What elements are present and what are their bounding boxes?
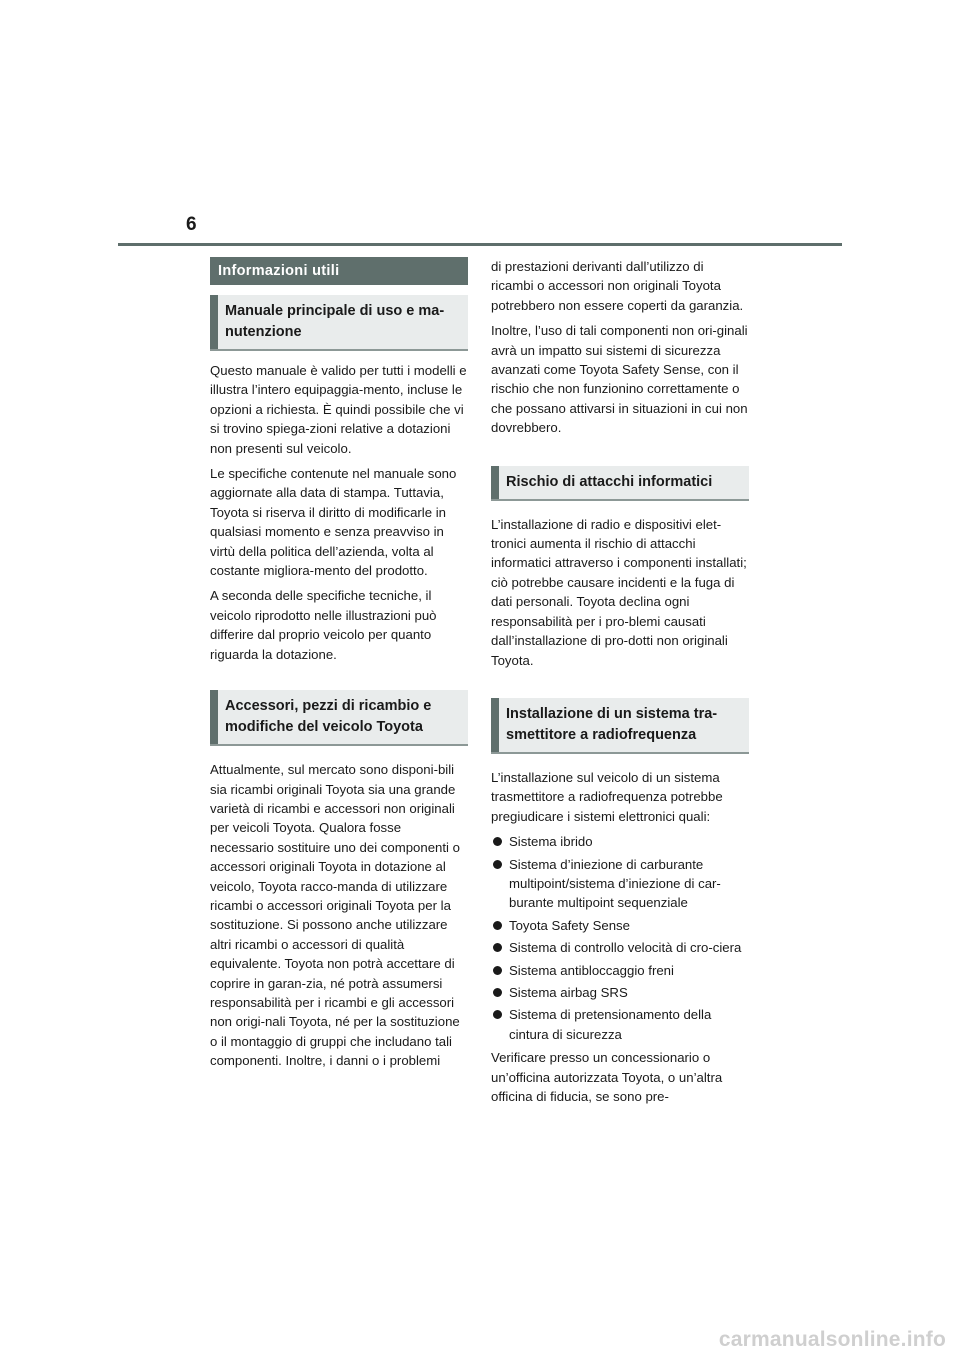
subsection-heading-radio — [491, 698, 749, 754]
subsection-heading-manual — [210, 295, 468, 351]
list-item-text: Sistema antibloccaggio freni — [509, 962, 674, 978]
list-item — [491, 832, 749, 851]
paragraph: Le specifiche contenute nel manuale sono aggiornate alla data di stampa. Tuttavia, Toyota si riserva il diritto di modificarle in qualsiasi momento e senza preavviso in virtù della politica dell’azienda, volta al costante migliora-mento del prodotto. — [210, 466, 457, 579]
bullet-icon — [493, 966, 502, 975]
list-item-text: Sistema ibrido — [509, 834, 593, 850]
paragraph: di prestazioni derivanti dall’utilizzo di ricambi o accessori non originali Toyota potrebbero non essere coperti da garanzia. — [491, 259, 744, 313]
header-rule — [118, 243, 842, 246]
page-number: 6 — [186, 214, 197, 235]
bullet-icon — [493, 1010, 502, 1019]
paragraph: L’installazione di radio e dispositivi elet-tronici aumenta il rischio di attacchi informatici attraverso i componenti installati; ciò potrebbe causare incidenti e la fuga di dati personali. Toyota declina ogni responsabilità per i pro-blemi causati dall’installazione di pro-dotti non originali Toyota. — [491, 516, 747, 668]
paragraph: A seconda delle specifiche tecniche, il veicolo riprodotto nelle illustrazioni può differire dal proprio veicolo per quanto riguarda la dotazione. — [210, 588, 437, 662]
bullet-list — [491, 832, 749, 1044]
heading-accent-bar — [491, 466, 499, 499]
bullet-icon — [493, 943, 502, 952]
subsection-title: Installazione di un sistema tra-smettitore a radiofrequenza — [506, 705, 718, 743]
paragraph: Verificare presso un concessionario o un’officina autorizzata Toyota, o un’altra officina di fiducia, se sono pre- — [491, 1050, 723, 1104]
subsection-heading-cyber — [491, 466, 749, 501]
paragraph: L’installazione sul veicolo di un sistema trasmettitore a radiofrequenza potrebbe pregiudicare i sistemi elettronici quali: — [491, 769, 723, 824]
bullet-icon — [493, 837, 502, 846]
bullet-icon — [493, 921, 502, 930]
heading-accent-bar — [210, 690, 218, 744]
paragraph: Questo manuale è valido per tutti i modelli e illustra l’intero equipaggia-mento, incluse le opzioni a richiesta. È quindi possibile che vi si trovino spiega-zioni relative a dotazioni non presenti sul veicolo. — [210, 363, 467, 456]
list-item — [491, 916, 749, 935]
subsection-title: Rischio di attacchi informatici — [506, 473, 713, 490]
bullet-icon — [493, 988, 502, 997]
list-item-text: Toyota Safety Sense — [509, 917, 630, 933]
list-item — [491, 961, 749, 980]
paragraph: Attualmente, sul mercato sono disponi-bili sia ricambi originali Toyota sia una grande varietà di ricambi e accessori non originali per veicoli Toyota. Qualora fosse necessario sostituire uno dei componenti o accessori originali Toyota in dotazione al veicolo, Toyota racco-manda di utilizzare ricambi o accessori originali Toyota per la sostituzione. Si possono anche utilizzare altri ricambi o accessori di qualità equivalente. Toyota non potrà accettare di coprire in garan-zia, né potrà assumersi responsabilità per i ricambi e gli accessori non origi-nali Toyota, né per la sostituzione o il montaggio di gruppi che includano tali componenti. Inoltre, i danni o i problemi — [210, 762, 460, 1069]
paragraph: Inoltre, l’uso di tali componenti non ori-ginali avrà un impatto sui sistemi di sicurezza avanzati come Toyota Safety Sense, con il rischio che non funzionino correttamente o che possano attivarsi in situazioni in cui non dovrebbero. — [491, 323, 748, 436]
list-item-text: Sistema airbag SRS — [509, 984, 628, 1000]
left-column — [210, 257, 468, 1077]
subsection-heading-accessories — [210, 690, 468, 746]
list-item-text: Sistema di controllo velocità di cro-ciera — [509, 940, 742, 956]
list-item-text: Sistema d’iniezione di carburante multipoint/sistema d’iniezione di car-burante multipoint sequenziale — [509, 856, 721, 911]
heading-accent-bar — [210, 295, 218, 349]
heading-accent-bar — [491, 698, 499, 752]
list-item — [491, 938, 749, 957]
list-item — [491, 855, 749, 913]
right-column — [491, 257, 749, 1112]
list-item — [491, 1005, 749, 1044]
subsection-title: Accessori, pezzi di ricambio e modifiche del veicolo Toyota — [225, 698, 432, 736]
list-item-text: Sistema di pretensionamento della cintura di sicurezza — [509, 1007, 712, 1042]
list-item — [491, 983, 749, 1002]
subsection-title: Manuale principale di uso e ma-nutenzione — [225, 303, 445, 340]
watermark: carmanualsonline.info — [718, 1328, 946, 1351]
bullet-icon — [493, 860, 502, 869]
section-title: Informazioni utili — [210, 257, 468, 285]
